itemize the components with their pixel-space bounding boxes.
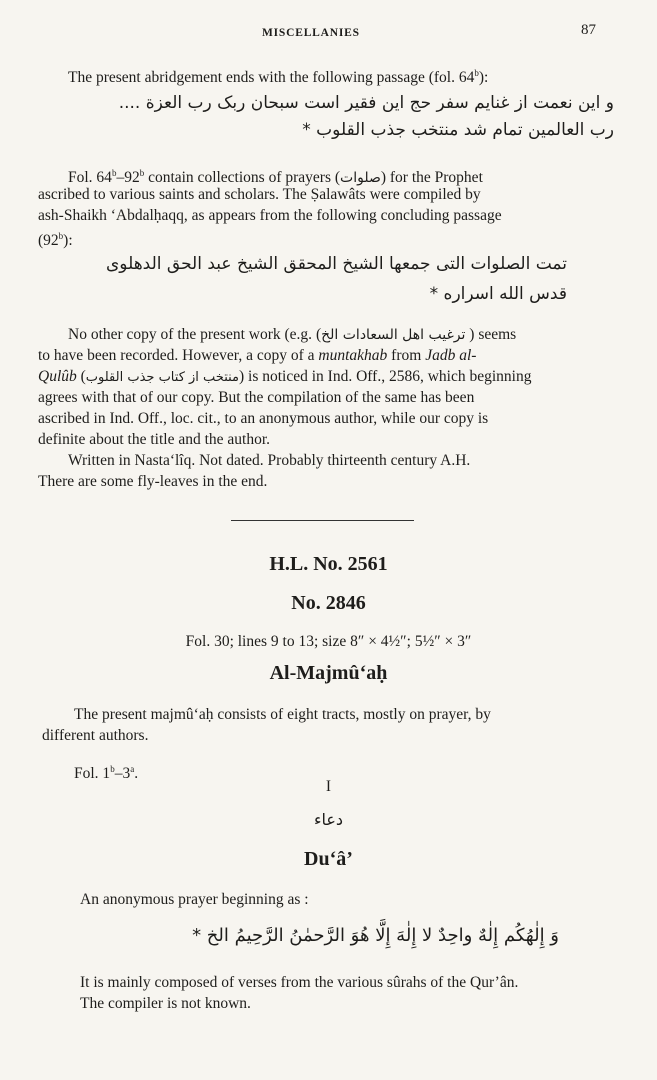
paragraph-3-line-4: agrees with that of our copy. But the compilation of the same has been xyxy=(38,389,475,406)
arabic-line-1: و این نعمت از غنایم سفر حج این فقیر است سبحان ربک رب العزة .... xyxy=(118,93,614,113)
p3-l3-arabic: منتخب از کتاب جذب القلوب xyxy=(85,370,239,385)
intro-text: The present abridgement ends with the following passage (fol. 64 xyxy=(68,69,475,87)
paragraph-3-line-1: No other copy of the present work (e.g. (ترغیب اهل السعادات الخ ) seems xyxy=(68,326,517,343)
work-title: Al-Majmû‘aḥ xyxy=(269,662,388,684)
paragraph-4-line-1: Written in Nasta‘lîq. Not dated. Probably thirteenth century A.H. xyxy=(68,452,471,469)
folio-range-b: –3 xyxy=(114,765,131,783)
p3-l3-text-b: ) is noticed in Ind. Off., 2586, which beginning xyxy=(239,368,532,385)
number-heading: No. 2846 xyxy=(291,592,366,614)
paragraph-4-line-2: There are some fly-leaves in the end. xyxy=(38,473,268,490)
p2-l4-sup: b xyxy=(58,231,64,241)
intro-end: ): xyxy=(478,69,489,87)
p2-text-d: ) for the Prophet xyxy=(380,169,483,187)
folio-range-a: Fol. 1 xyxy=(74,765,111,783)
p3-l3-italic: Qulûb xyxy=(38,368,77,385)
arabic-line-3: تمت الصلوات التی جمعها الشیخ المحقق الشیخ عبد الحق الدهلوی xyxy=(105,254,567,274)
p3-l1-text: No other copy of the present work (e.g. xyxy=(68,326,316,343)
paragraph-2-line-4 xyxy=(38,226,73,251)
folio-info: Fol. 30; lines 9 to 13; size 8″ × 4½″; 5½″ × 3″ xyxy=(185,633,472,650)
paragraph-3-line-6: definite about the title and the author. xyxy=(38,431,271,448)
arabic-line-2: رب العالمین تمام شد منتخب جذب القلوب * xyxy=(302,120,614,140)
arabic-line-4: قدس الله اسراره * xyxy=(429,284,567,304)
arabic-prayer: وَ إِلٰهُكُم إِلٰهٌ واحِدٌ لا إِلٰهَ إِلَّا هُوَ الرَّحمٰنُ الرَّحِيمُ الخ * xyxy=(192,925,559,946)
final-line-1: It is mainly composed of verses from the various sûrahs of the Qur’ân. xyxy=(80,974,519,991)
p2-text-a: Fol. 64 xyxy=(68,169,112,187)
p3-l2-italic-2: Jadb al- xyxy=(425,347,477,364)
p2-l4-text: (92 xyxy=(38,232,59,250)
tract-number: I xyxy=(325,778,332,795)
paragraph-3-line-2 xyxy=(38,345,476,366)
paragraph-3-line-3 xyxy=(38,366,531,388)
p3-l3-text-a: ( xyxy=(76,368,86,385)
tract-transliteration: Du‘â’ xyxy=(304,848,353,870)
paragraph-3-line-5: ascribed in Ind. Off., loc. cit., to an anonymous author, while our copy is xyxy=(38,410,489,427)
p2-text-c: contain collections of prayers ( xyxy=(144,169,341,187)
page-number: 87 xyxy=(581,22,596,38)
tract-arabic-title: دعاء xyxy=(313,810,344,829)
description-line-2: different authors. xyxy=(42,727,149,744)
section-divider xyxy=(231,520,414,521)
folio-range-sup-a: a xyxy=(130,764,135,774)
description-line-1: The present majmû‘aḥ consists of eight tracts, mostly on prayer, by xyxy=(74,706,491,723)
anonymous-prayer-intro: An anonymous prayer beginning as : xyxy=(80,891,309,908)
intro-sup: b xyxy=(474,68,479,78)
folio-range-end: . xyxy=(134,765,139,783)
folio-range-sup-b: b xyxy=(110,764,115,774)
p2-sup-b2: b xyxy=(139,168,145,178)
p3-l2-text-b: from xyxy=(387,347,426,364)
final-line-2: The compiler is not known. xyxy=(80,995,251,1012)
paragraph-2-line-2: ascribed to various saints and scholars. The Ṣalawâts were compiled by xyxy=(38,186,481,203)
p2-l4-end: ): xyxy=(63,232,73,250)
p2-arabic: صلوات xyxy=(340,170,381,187)
intro-paragraph xyxy=(68,63,488,88)
p3-l2-italic-1: muntakhab xyxy=(318,347,388,364)
p2-sup-b1: b xyxy=(111,168,117,178)
paragraph-2-line-3: ash-Shaikh ‘Abdalḥaqq, as appears from the following concluding passage xyxy=(38,207,502,224)
p3-l1-end: ) seems xyxy=(469,326,517,343)
p3-l1-arabic: ترغیب اهل السعادات الخ xyxy=(321,327,466,343)
hl-number-heading: H.L. No. 2561 xyxy=(269,553,388,575)
running-header: MISCELLANIES xyxy=(262,27,360,39)
p3-l2-text: to have been recorded. However, a copy of a xyxy=(38,347,319,364)
p2-text-b: –92 xyxy=(116,169,140,187)
